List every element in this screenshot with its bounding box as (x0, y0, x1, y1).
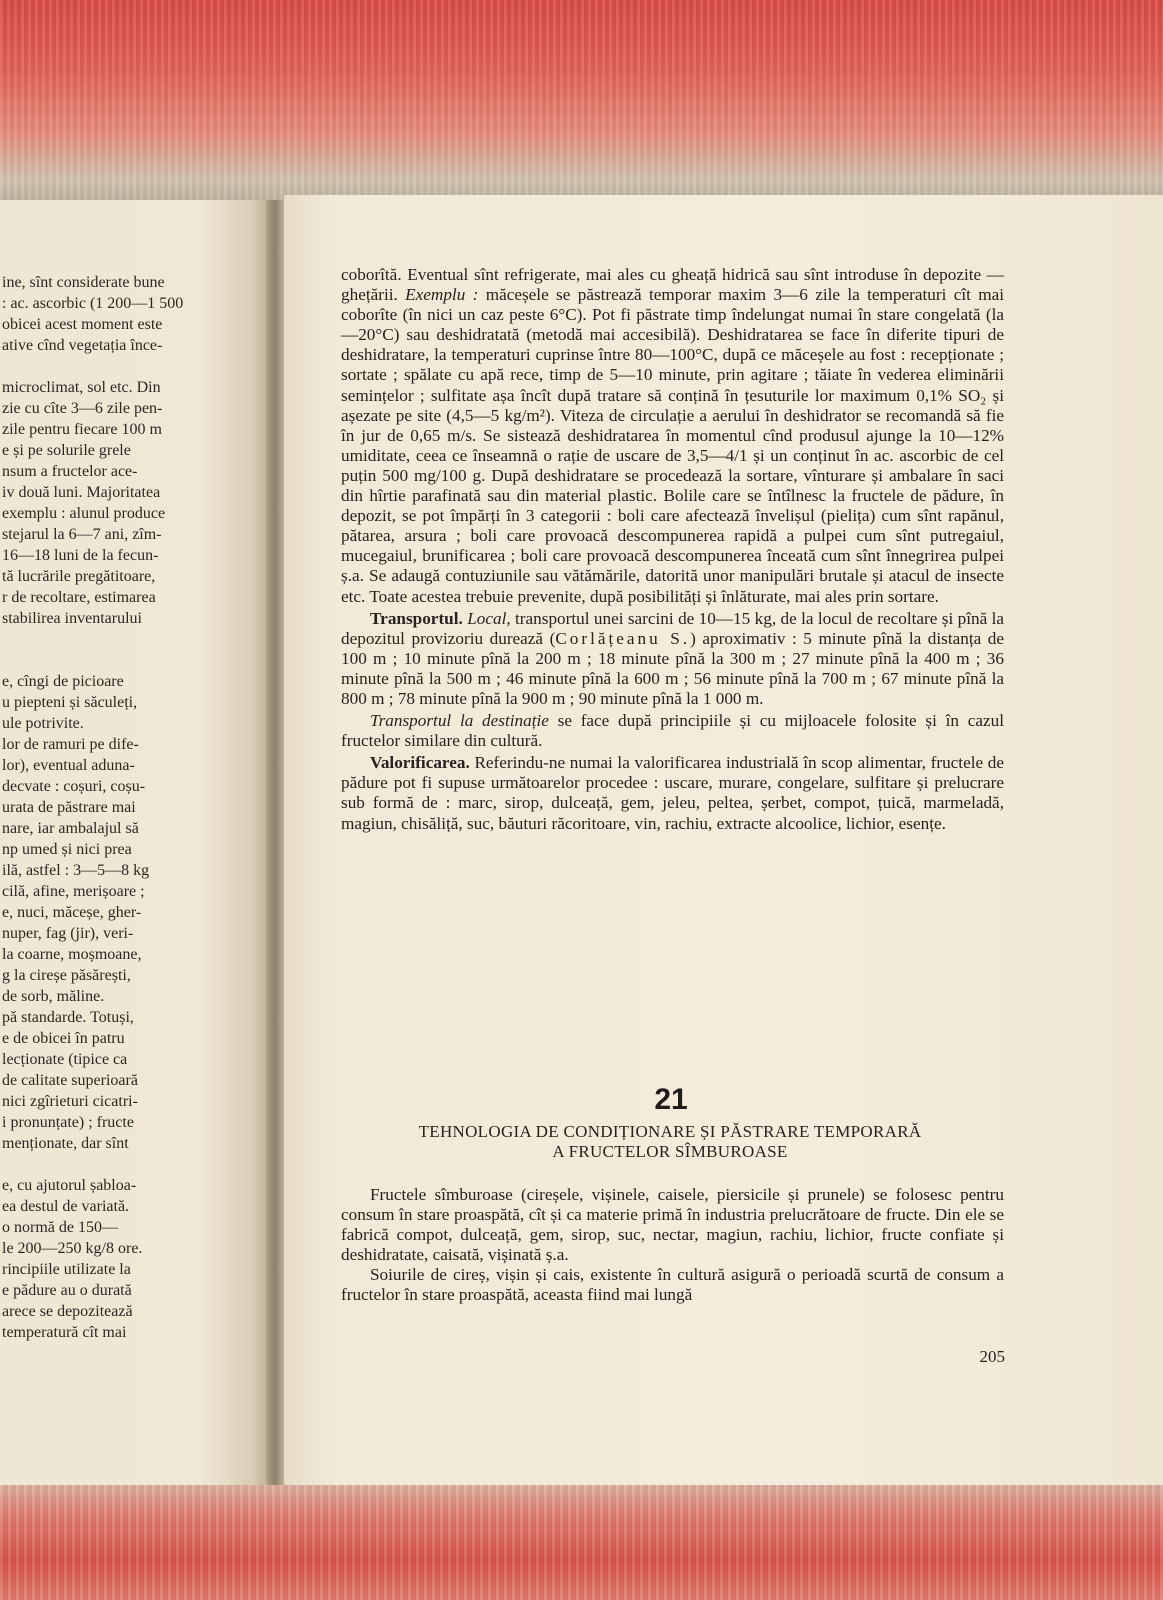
left-page-line: rincipiile utilizate la (2, 1261, 131, 1278)
left-page-line: np umed și nici prea (2, 841, 132, 858)
left-page-line: 16—18 luni de la fecun- (2, 547, 159, 564)
left-page-line: r de recoltare, estimarea (2, 589, 156, 606)
left-page-line (2, 629, 262, 650)
left-page-text (2, 272, 262, 1343)
left-page-line: zie cu cîte 3—6 zile pen- (2, 400, 163, 417)
paragraph-storage: coborîtă. Eventual sînt refrigerate, mai ales cu gheață hidrică sau sînt introduse în depozite — ghețării. Exemplu : măceșele se păstrează temporar maxim 3—6 zile la temperaturi cît mai coborîte (în nici un caz peste 6°C). Pot fi păstrate timp îndelungat numai în stare congelată (la —20°C) sau deshidratată (metodă mai accesibilă). Deshidratarea se face în diferite tipuri de deshidratare, la temperaturi cuprinse între 80—100°C, după ce măceșele au fost : recepționate ; sortate ; spălate cu apă rece, timp de 5—10 minute, prin agitare ; tăiate în vederea eliminării semințelor ; sulfitate așa încît după tratare să conțină în țesuturile lor maximum 0,1% SO₂ și așezate pe site (4,5—5 kg/m²). Viteza de circulație a aerului în deshidrator se recomandă să fie în jur de 0,65 m/s. Se sistează deshidratarea în momentul cînd produsul ajunge la 10—12% umiditate, ceea ce înseamnă o rație de uscare de 3,5—4/1 și un conținut în ac. ascorbic de cel puțin 500 mg/100 g. După deshidratare se procedează la sortare, vînturare și ambalare în saci din hîrtie parafinată sau din material plastic. Bolile care se întîlnesc la fructele de pădure, în depozit, se pot împărți în 3 categorii : boli care afectează învelișul (pielița) cum sînt rapănul, pătarea, arsura ; boli care provoacă descompunerea rapidă a pulpei cum sînt putregaiul, mucegaiul, brunificarea ; boli care provoacă descompunerea înceată cum sînt înnegrirea pulpei ș.a. Se adaugă contuziunile sau vătămările, datorită unor manipulări brutale și atacul de insecte etc. Toate acestea trebuie prevenite, după posibilități și înlăturate, mai ales prin sortare. (341, 265, 1005, 606)
left-page-line: nuper, fag (jir), veri- (2, 925, 134, 942)
left-page-line: u piepteni și săculeți, (2, 694, 138, 711)
left-page-line: ule potrivite. (2, 715, 84, 732)
left-page-line: stejarul la 6—7 ani, zîm- (2, 526, 162, 543)
left-page-line: exemplu : alunul produce (2, 505, 166, 522)
chapter-body (341, 1185, 1004, 1306)
left-page-line (2, 356, 262, 377)
left-page-line: nsum a fructelor ace- (2, 463, 138, 480)
left-page-line: e pădure au o durată (2, 1282, 132, 1299)
left-page-line: : ac. ascorbic (1 200—1 500 (2, 295, 184, 312)
left-page-line: nici zgîrieturi cicatri- (2, 1093, 138, 1110)
book-gutter (266, 200, 286, 1485)
left-page-line: arece se depozitează (2, 1303, 133, 1320)
left-page-line (2, 1154, 262, 1175)
left-page-line: ea destul de variată. (2, 1198, 130, 1215)
paragraph-chapter-intro: Fructele sîmburoase (cireșele, vișinele, caisele, piersicile și prunele) se folosesc pentru consum în stare proaspătă, cît și ca materie primă în industria prelucrătoare de fructe. Din ele se fabrică compot, dulceață, gem, sirop, suc, nectar, magiun, rachiu, lichior, fructe confiate și deshidratate, caisată, vișinată ș.a. (341, 1185, 1004, 1265)
left-page-line: le 200—250 kg/8 ore. (2, 1240, 143, 1257)
left-page-line: lor), eventual aduna- (2, 757, 135, 774)
left-page-line: la coarne, moșmoane, (2, 946, 142, 963)
left-page (0, 200, 268, 1485)
left-page-line: ilă, astfel : 3—5—8 kg (2, 862, 150, 879)
paragraph-transport-destination: Transportul la destinație se face după principiile și cu mijloacele folosite și în cazul fructelor similare din cultură. (341, 711, 1004, 751)
chapter-number: 21 (654, 1083, 688, 1116)
left-page-line: i pronunțate) ; fructe (2, 1114, 134, 1131)
left-page-line: menționate, dar sînt (2, 1135, 129, 1152)
left-page-line: tă lucrările pregătitoare, (2, 568, 156, 585)
left-page-line: stabilirea inventarului (2, 610, 142, 627)
left-page-line: ative cînd vegetația înce- (2, 337, 163, 354)
valorificare-heading: Valorificarea. (370, 753, 470, 773)
left-page-line: temperatură cît mai (2, 1324, 127, 1341)
left-page-line: cilă, afine, merișoare ; (2, 883, 145, 900)
left-page-line: e, cîngi de picioare (2, 673, 124, 690)
left-page-line: g la cireșe păsărești, (2, 967, 131, 984)
left-page-line: obicei acest moment este (2, 316, 163, 333)
left-page-line: lecționate (tipice ca (2, 1051, 128, 1068)
paragraph-chapter-soiuri: Soiurile de cireș, vișin și cais, existente în cultură asigură o perioadă scurtă de consum a fructelor în stare proaspătă, aceasta fiind mai lungă (341, 1265, 1004, 1305)
left-page-line: e, cu ajutorul șabloa- (2, 1177, 137, 1194)
left-page-line: iv două luni. Majoritatea (2, 484, 161, 501)
left-page-line: e, nuci, măceșe, gher- (2, 904, 142, 921)
transport-heading: Transportul. (370, 608, 463, 628)
left-page-line: urata de păstrare mai (2, 799, 136, 816)
paragraph-transport: Transportul. Local, transportul unei sarcini de 10—15 kg, de la locul de recoltare și pînă la depozitul provizoriu durează (Corlățeanu S.) aproximativ : 5 minute pînă la distanța de 100 m ; 10 minute pînă la 200 m ; 18 minute pînă la 300 m ; 27 minute pînă la 400 m ; 36 minute pînă la 500 m ; 46 minute pînă la 600 m ; 56 minute pînă la 700 m ; 67 minute pînă la 800 m ; 78 minute pînă la 900 m ; 90 minute pînă la 1 000 m. (341, 608, 1005, 708)
author-name: Corlățeanu S. (555, 628, 691, 648)
left-page-line: zile pentru fiecare 100 m (2, 421, 162, 438)
left-page-line (2, 650, 262, 671)
left-page-line: o normă de 150— (2, 1219, 118, 1236)
left-page-line: de sorb, măline. (2, 988, 105, 1005)
left-page-line: lor de ramuri pe dife- (2, 736, 139, 753)
chapter-title: TEHNOLOGIA DE CONDIȚIONARE ȘI PĂSTRARE TEMPORARĂ A FRUCTELOR SÎMBUROASE (418, 1122, 922, 1161)
left-page-line: de calitate superioară (2, 1072, 138, 1089)
left-page-line: ine, sînt considerate bune (2, 274, 165, 291)
exemplu-label: Exemplu : (405, 285, 479, 305)
paragraph-valorificare: Valorificarea. Referindu-ne numai la valorificarea industrială în scop alimentar, fructele de pădure pot fi supuse următoarelor procedee : uscare, murare, congelare, sulfitare și prelucrare sub formă de : marc, sirop, dulceață, gem, jeleu, peltea, șerbet, compot, țuică, marmeladă, magiun, chisăliță, suc, băuturi răcoritoare, vin, rachiu, extracte alcoolice, lichior, esențe. (341, 753, 1004, 833)
right-page-body (341, 265, 1004, 836)
left-page-line: e de obicei în patru (2, 1030, 125, 1047)
left-page-line: pă standarde. Totuși, (2, 1009, 134, 1026)
left-page-line: nare, iar ambalajul să (2, 820, 139, 837)
left-page-line: microclimat, sol etc. Din (2, 379, 161, 396)
background-top-band (0, 0, 1163, 205)
left-page-line: decvate : coșuri, coșu- (2, 778, 146, 795)
page-number: 205 (979, 1347, 1005, 1366)
left-page-line: e și pe solurile grele (2, 442, 131, 459)
background-bottom-band (0, 1470, 1163, 1600)
